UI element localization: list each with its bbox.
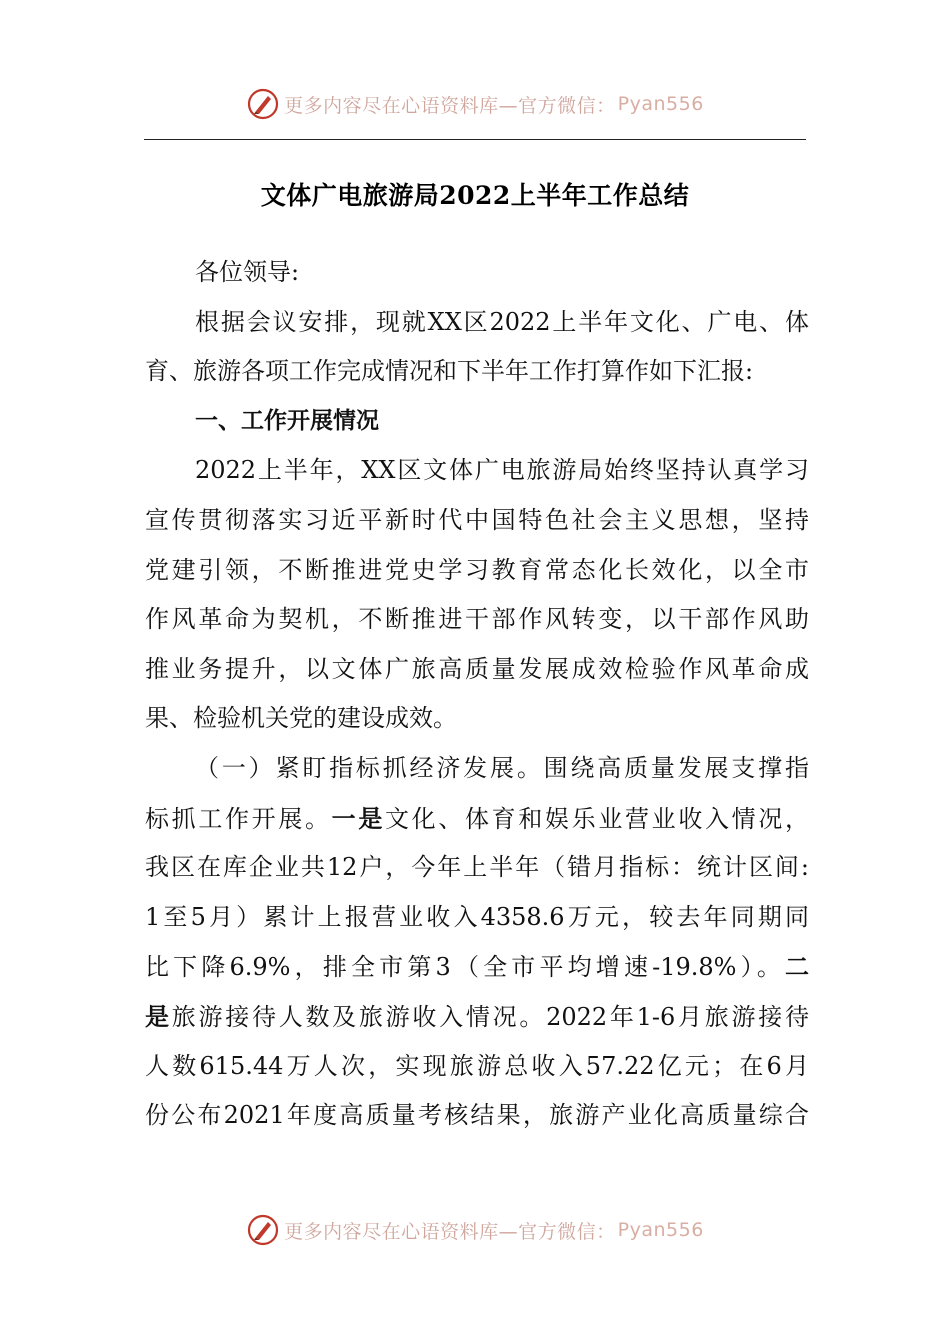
paragraph-line: 我区在库企业共12户，今年上半年（错月指标：统计区间: <box>145 853 809 882</box>
document-title: 文体广电旅游局2022上半年工作总结 <box>260 181 690 210</box>
pen-logo-icon <box>246 1213 280 1247</box>
paragraph-line <box>145 794 809 844</box>
header-divider <box>144 139 806 140</box>
emphasis-text: 是 <box>145 1001 172 1031</box>
intro-line: 根据会议安排，现就XX区2022上半年文化、广电、体 <box>195 307 809 336</box>
paragraph-line: 党建引领，不断推进党史学习教育常态化长效化，以全市 <box>145 555 809 584</box>
paragraph-line: 1至5月）累计上报营业收入4358.6万元，较去年同期同 <box>145 902 809 931</box>
header-watermark <box>0 84 950 124</box>
watermark-text: 更多内容尽在心语资料库—官方微信： <box>284 94 616 117</box>
emphasis-text: 二 <box>785 952 809 982</box>
text-run: 文化、体育和娱乐业营业收入情况， <box>385 804 809 833</box>
watermark-wechat-id: Pyan556 <box>617 93 704 115</box>
paragraph-line: 作风革命为契机，不断推进干部作风转变，以干部作风助 <box>145 605 809 634</box>
section-heading: 一、工作开展情况 <box>195 407 379 434</box>
paragraph-line: 2022上半年，XX区文体广电旅游局始终坚持认真学习 <box>195 456 809 485</box>
document-body <box>145 248 809 1141</box>
salutation: 各位领导: <box>195 258 300 286</box>
footer-watermark <box>0 1210 950 1250</box>
text-run: 比下降6.9%，排全市第3（全市平均增速-19.8%）。 <box>145 953 785 982</box>
paragraph-line: 推业务提升，以文体广旅高质量发展成效检验作风革命成 <box>145 654 809 683</box>
text-run: 标抓工作开展。 <box>145 804 332 833</box>
watermark-text: 更多内容尽在心语资料库—官方微信： <box>284 1220 616 1243</box>
paragraph-line: 果、检验机关党的建设成效。 <box>145 704 457 733</box>
emphasis-text: 一是 <box>331 803 386 833</box>
intro-line: 育、旅游各项工作完成情况和下半年工作打算作如下汇报: <box>145 357 754 386</box>
paragraph-line: 宣传贯彻落实习近平新时代中国特色社会主义思想，坚持 <box>145 505 809 534</box>
pen-logo-icon <box>246 87 280 121</box>
paragraph-line: 份公布2021年度高质量考核结果，旅游产业化高质量综合 <box>145 1101 809 1130</box>
paragraph-line <box>145 992 809 1042</box>
paragraph-line <box>145 942 809 992</box>
paragraph-line: （一）紧盯指标抓经济发展。围绕高质量发展支撑指 <box>195 753 809 782</box>
text-run: 旅游接待人数及旅游收入情况。2022年1-6月旅游接待 <box>171 1002 809 1031</box>
watermark-wechat-id: Pyan556 <box>617 1219 704 1241</box>
paragraph-line: 人数615.44万人次，实现旅游总收入57.22亿元；在6月 <box>145 1051 809 1080</box>
